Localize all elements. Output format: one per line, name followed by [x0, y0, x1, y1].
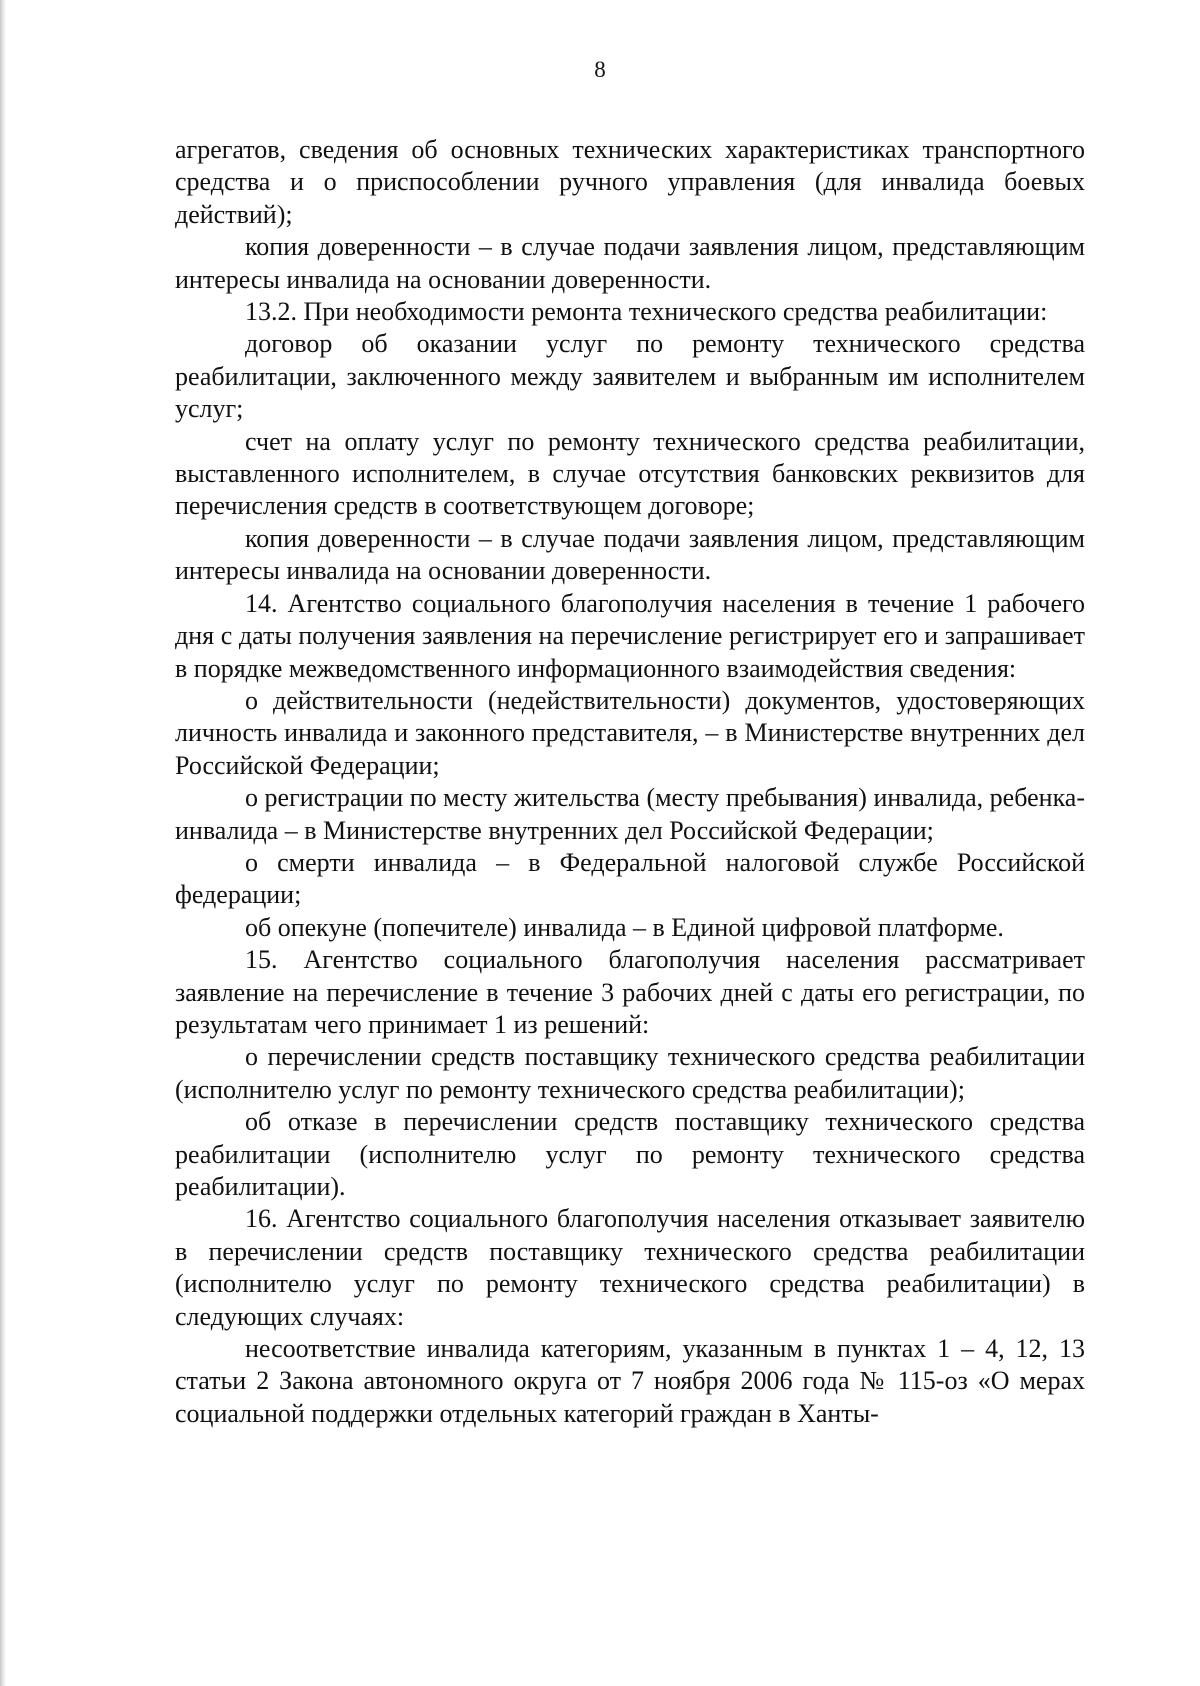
scan-edge [0, 0, 6, 1686]
paragraph: об опекуне (попечителе) инвалида – в Единой цифровой платформе. [245, 912, 1004, 942]
paragraph: о регистрации по месту жительства (месту пребывания) инвалида, ребенка-инвалида – в Министерстве внутренних дел Российской Федерации; [175, 783, 1085, 845]
paragraph: копия доверенности – в случае подачи заявления лицом, представляющим интересы инвалида на основании доверенности. [175, 523, 1085, 586]
paragraph: агрегатов, сведения об основных технических характеристиках транспортного средства и о приспособлении ручного управления (для инвалида боевых действий); [175, 135, 1085, 229]
paragraph: 15. Агентство социального благополучия населения рассматривает заявление на перечисление в течение 3 рабочих дней с даты его регистрации, по результатам чего принимает 1 из решений: [175, 945, 1085, 1039]
paragraph: о перечислении средств поставщику технического средства реабилитации (исполнителю услуг по ремонту технического средства реабилитации); [175, 1042, 1085, 1104]
paragraph: о смерти инвалида – в Федеральной налоговой службе Российской федерации; [175, 847, 1085, 910]
paragraph: об отказе в перечислении средств поставщику технического средства реабилитации (исполнителю услуг по ремонту технического средства реабилитации). [175, 1107, 1085, 1201]
paragraph: договор об оказании услуг по ремонту технического средства реабилитации, заключенного между заявителем и выбранным им исполнителем услуг; [175, 329, 1085, 424]
paragraph: счет на оплату услуг по ремонту технического средства реабилитации, выставленного исполнителем, в случае отсутствия банковских реквизитов для перечисления средств в соответствующем договоре; [175, 426, 1085, 521]
page-number: 8 [594, 57, 606, 82]
paragraph: 14. Агентство социального благополучия населения в течение 1 рабочего дня с даты получения заявления на перечисление регистрирует его и запрашивает в порядке межведомственного информационного взаимодействия сведения: [175, 588, 1085, 683]
paragraph: о действительности (недействительности) документов, удостоверяющих личность инвалида и законного представителя, – в Министерстве внутренних дел Российской Федерации; [175, 685, 1085, 780]
paragraph: копия доверенности – в случае подачи заявления лицом, представляющим интересы инвалида на основании доверенности. [175, 232, 1085, 294]
paragraph: 13.2. При необходимости ремонта технического средства реабилитации: [245, 297, 1048, 327]
paragraph: несоответствие инвалида категориям, указанным в пунктах 1 – 4, 12, 13 статьи 2 Закона автономного округа от 7 ноября 2006 года № 115-оз «О мерах социальной поддержки отдельных категорий граждан в Ханты- [175, 1334, 1085, 1428]
paragraph: 16. Агентство социального благополучия населения отказывает заявителю в перечислении средств поставщику технического средства реабилитации (исполнителю услуг по ремонту технического средства реабилитации) в следующих случаях: [175, 1204, 1085, 1331]
document-body [175, 134, 1085, 1430]
